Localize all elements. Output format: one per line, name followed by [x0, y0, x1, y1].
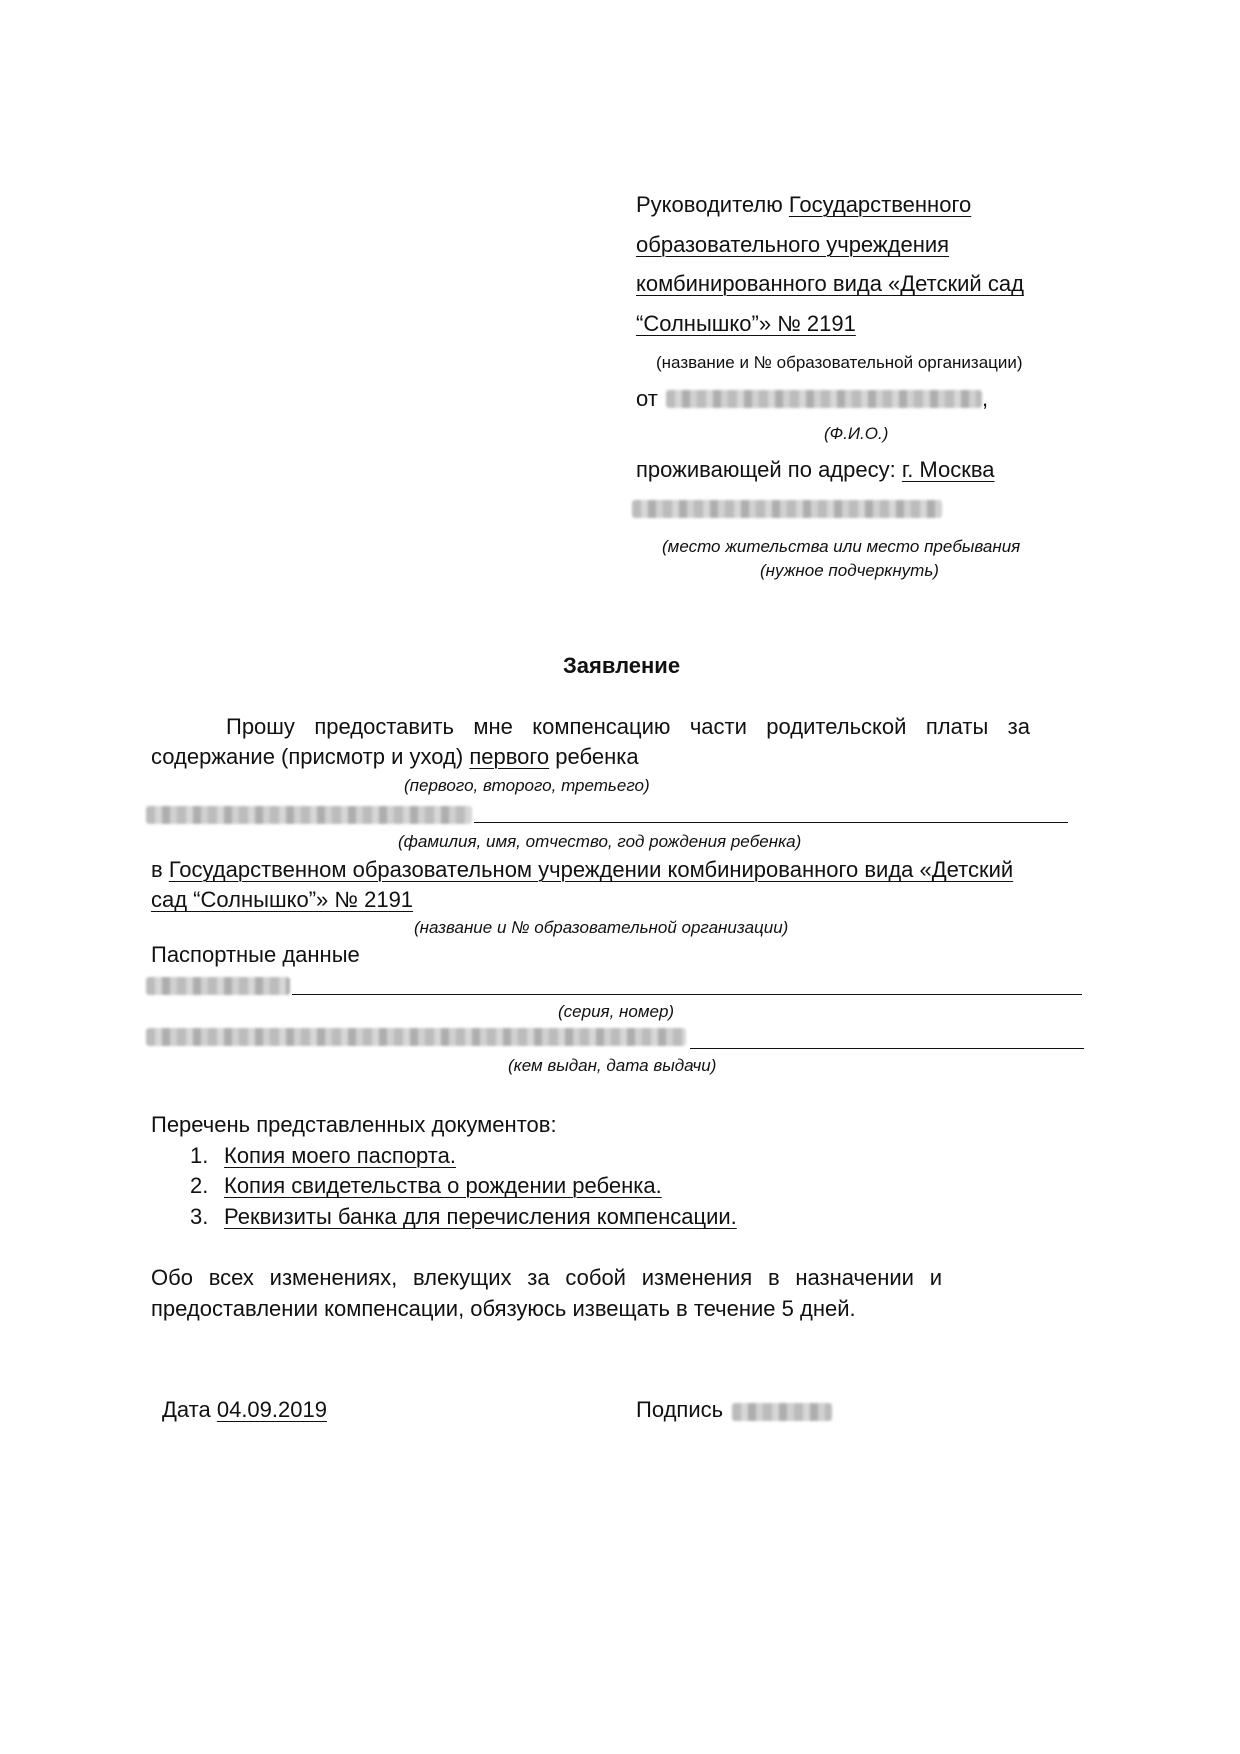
addressee-line-1 [636, 192, 971, 218]
request-line-2 [151, 744, 639, 770]
redacted-signature [732, 1403, 832, 1421]
request-suffix: ребенка [555, 744, 639, 769]
document-item-text: Реквизиты банка для перечисления компенсации. [224, 1204, 737, 1229]
child-order-caption: (первого, второго, третьего) [404, 776, 650, 795]
document-title: Заявление [563, 653, 681, 678]
document-item-number: 3. [190, 1204, 209, 1229]
underline-note: (нужное подчеркнуть) [760, 561, 939, 580]
passport-issued-caption: (кем выдан, дата выдачи) [508, 1056, 717, 1075]
addressee-org-part-4: “Солнышко”» № 2191 [636, 311, 856, 336]
residing-label: проживающей по адресу: [636, 457, 896, 482]
institution-part-2: сад “Солнышко”» № 2191 [151, 887, 414, 912]
document-item-3 [190, 1204, 737, 1230]
documents-heading: Перечень представленных документов: [151, 1112, 557, 1137]
passport-series-line [292, 994, 1082, 995]
date-value: 04.09.2019 [216, 1397, 327, 1422]
passport-series-caption: (серия, номер) [558, 1002, 675, 1021]
passport-issued-line [690, 1048, 1084, 1049]
residence-caption: (место жительства или место пребывания [662, 537, 1021, 556]
redacted-address [632, 500, 942, 518]
institution-part-1: Государственном образовательном учреждении комбинированного вида «Детский [168, 857, 1014, 882]
date-label: Дата [162, 1397, 211, 1422]
from-label: от [636, 386, 658, 411]
document-item-text: Копия свидетельства о рождении ребенка. [224, 1173, 662, 1198]
institution-caption: (название и № образовательной организации) [414, 918, 789, 937]
request-line-1: Прошу предоставить мне компенсацию части родительской платы за [226, 714, 1030, 739]
from-suffix: , [982, 386, 989, 411]
child-order: первого [469, 744, 550, 769]
document-item-text: Копия моего паспорта. [224, 1143, 456, 1168]
redacted-child-info [146, 806, 472, 824]
in-label: в [151, 857, 163, 882]
addressee-prefix: Руководителю [636, 192, 783, 217]
date-field [162, 1397, 327, 1423]
document-item-2 [190, 1173, 662, 1199]
addressee-org-part-3: комбинированного вида «Детский сад [636, 271, 1024, 296]
document-item-number: 1. [190, 1143, 209, 1168]
passport-label: Паспортные данные [151, 942, 360, 967]
child-caption: (фамилия, имя, отчество, год рождения ребенка) [398, 832, 802, 851]
redacted-passport-issuer [146, 1028, 686, 1046]
institution-line-1 [151, 857, 1013, 883]
document-item-1 [190, 1143, 456, 1169]
redacted-applicant-name [666, 390, 982, 408]
signature-label: Подпись [636, 1397, 724, 1422]
fio-caption: (Ф.И.О.) [824, 424, 889, 443]
child-info-line [474, 822, 1068, 823]
org-caption: (название и № образовательной организации) [656, 353, 1023, 372]
residing-city: г. Москва [901, 457, 995, 482]
document-item-number: 2. [190, 1173, 209, 1198]
obligation-line-1: Обо всех изменениях, влекущих за собой изменения в назначении и [151, 1265, 942, 1290]
residing-line [636, 457, 995, 483]
redacted-passport-number [146, 977, 290, 995]
addressee-org-part-2: образовательного учреждения [636, 232, 950, 257]
addressee-org-part-1: Государственного [788, 192, 972, 217]
obligation-line-2: предоставлении компенсации, обязуюсь извещать в течение 5 дней. [151, 1296, 856, 1321]
request-prefix: содержание (присмотр и уход) [151, 744, 464, 769]
